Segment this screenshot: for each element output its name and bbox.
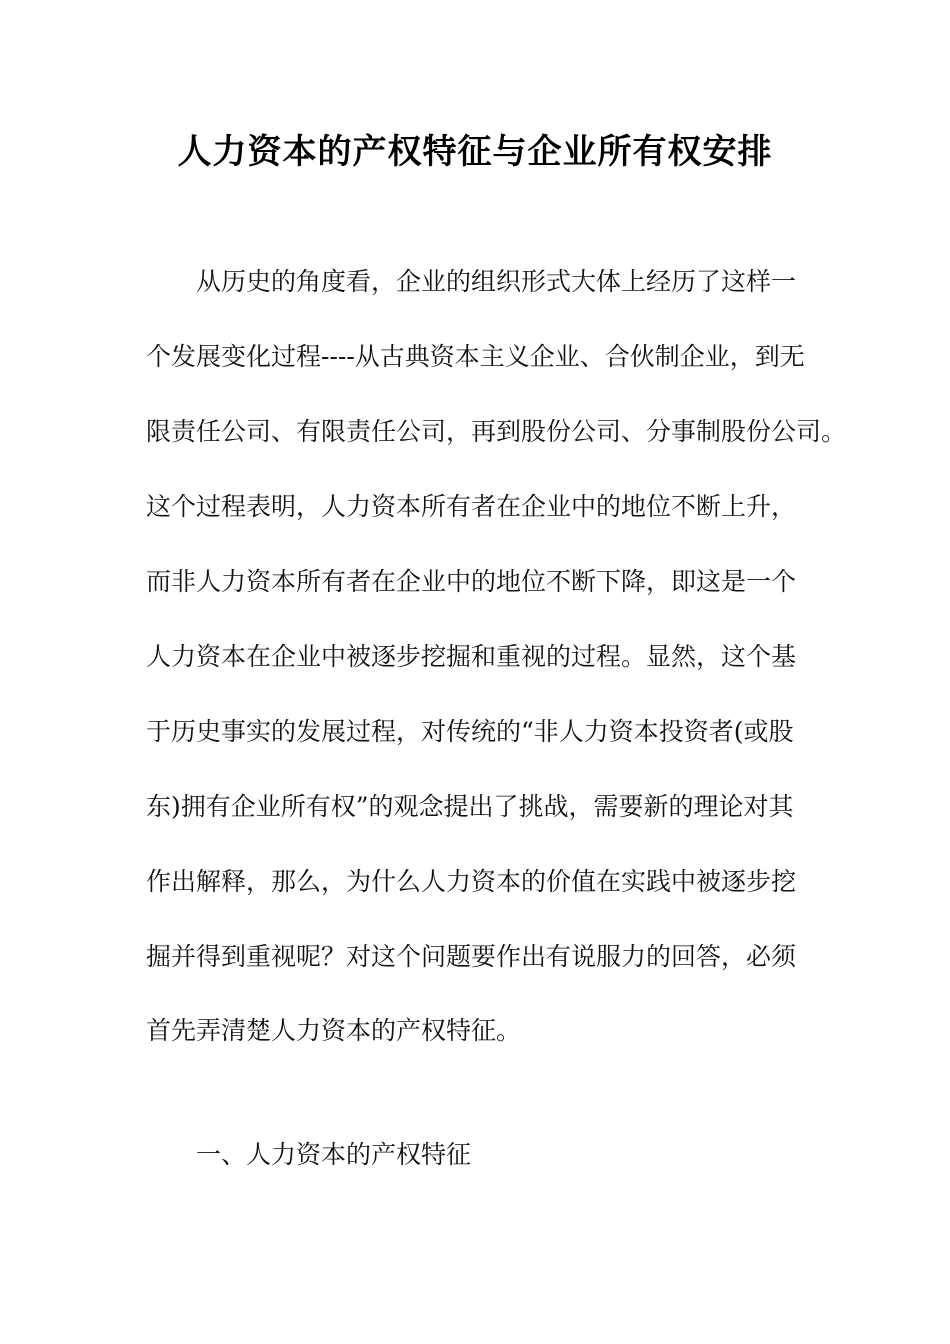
paragraph-line: 作出解释，那么，为什么人力资本的价值在实践中被逐步挖 xyxy=(146,867,797,896)
document-title: 人力资本的产权特征与企业所有权安排 xyxy=(177,132,773,172)
paragraph-line: 人力资本在企业中被逐步挖掘和重视的过程。显然，这个基 xyxy=(146,642,797,671)
section-heading: 一、人力资本的产权特征 xyxy=(196,1140,472,1169)
paragraph-line: 首先弄清楚人力资本的产权特征。 xyxy=(146,1016,522,1045)
paragraph-line: 从历史的角度看，企业的组织形式大体上经历了这样一 xyxy=(196,267,797,296)
paragraph-line: 掘并得到重视呢？对这个问题要作出有说服力的回答，必须 xyxy=(146,942,797,971)
paragraph-line: 而非人力资本所有者在企业中的地位不断下降，即这是一个 xyxy=(146,567,797,596)
paragraph-line: 个发展变化过程----从古典资本主义企业、合伙制企业，到无 xyxy=(146,342,805,371)
paragraph-line: 于历史事实的发展过程，对传统的“非人力资本投资者(或股 xyxy=(146,717,794,746)
paragraph-line: 限责任公司、有限责任公司，再到股份公司、分事制股份公司。 xyxy=(146,417,847,446)
paragraph-line: 东)拥有企业所有权”的观念提出了挑战，需要新的理论对其 xyxy=(146,792,794,821)
paragraph-line: 这个过程表明，人力资本所有者在企业中的地位不断上升， xyxy=(146,492,797,521)
